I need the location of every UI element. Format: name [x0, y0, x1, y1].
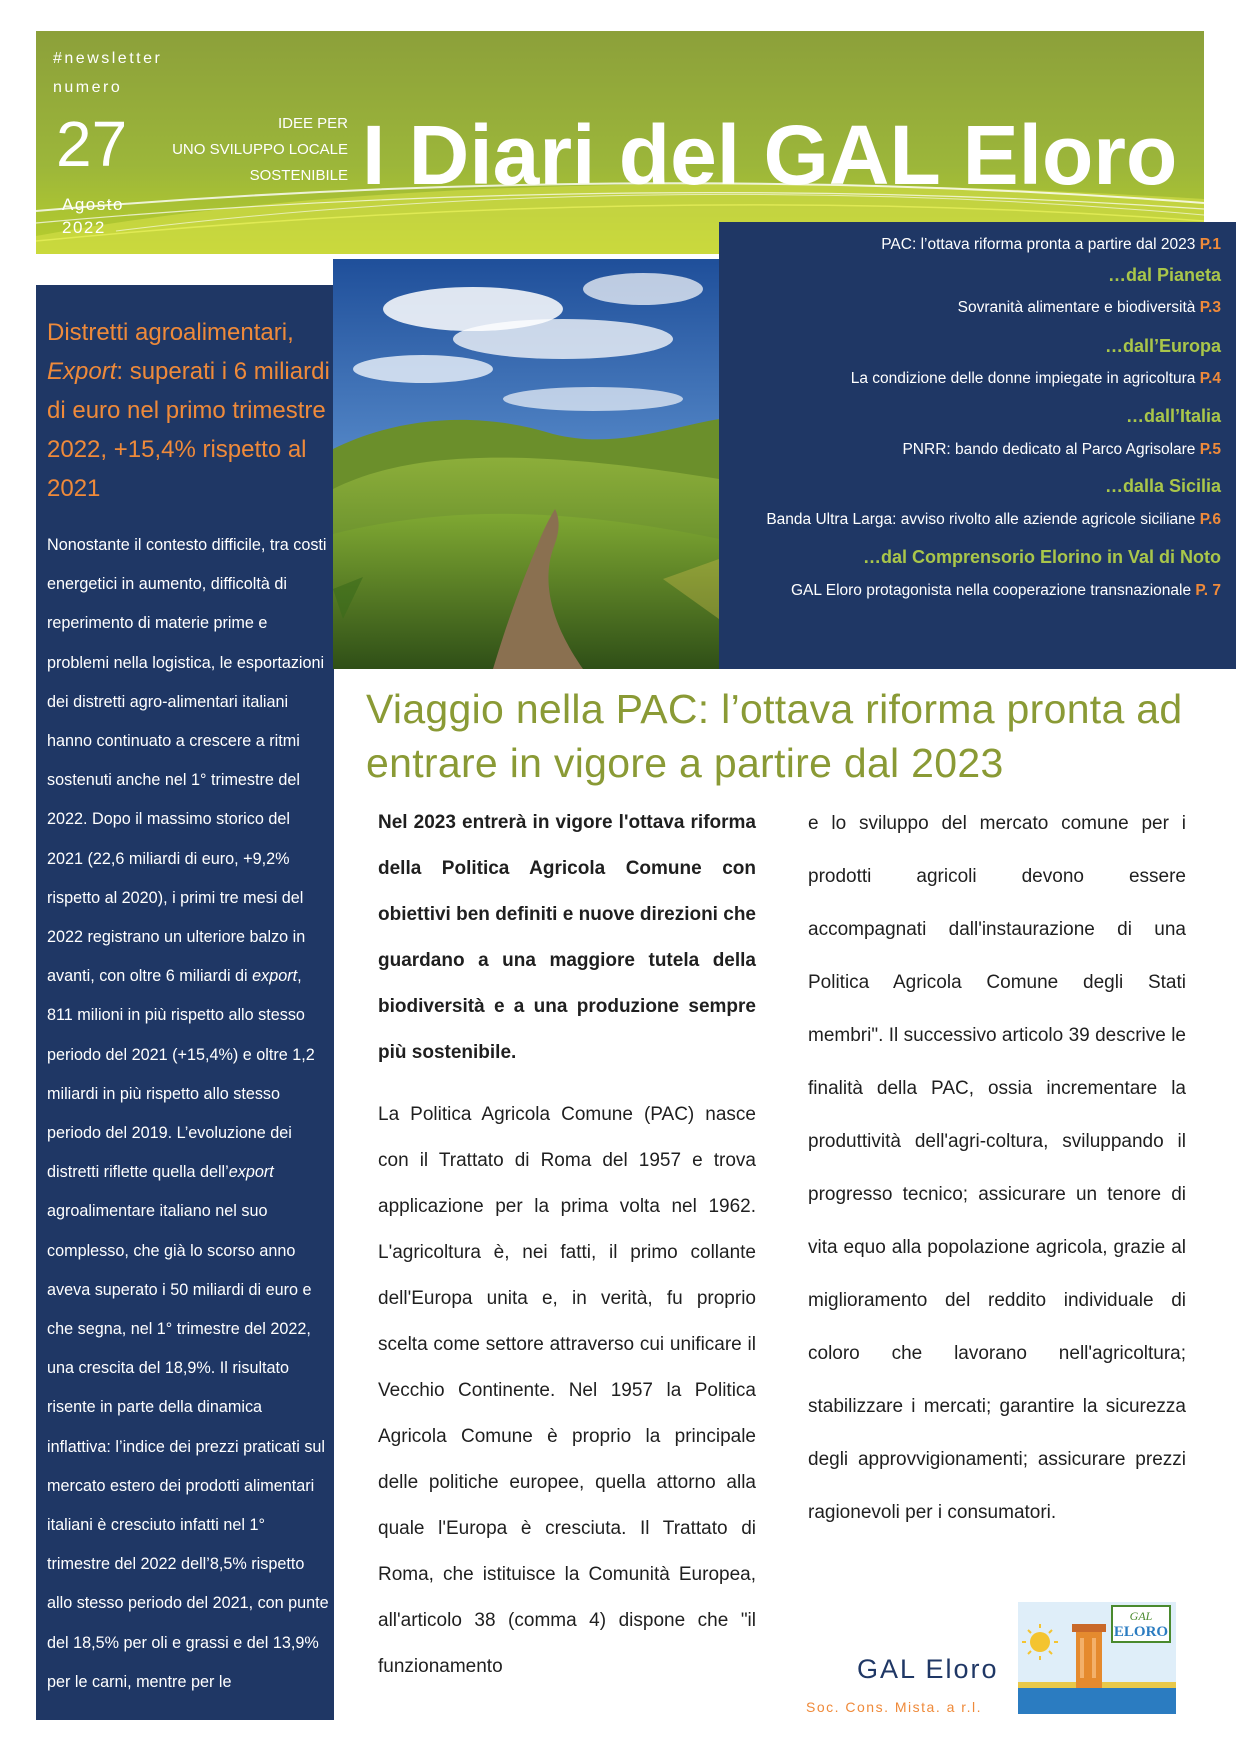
- svg-text:GAL: GAL: [1129, 1609, 1153, 1623]
- issue-year: 2022: [62, 218, 106, 237]
- signature-name: GAL Eloro: [857, 1654, 999, 1684]
- tagline-line-1: IDEE PER: [277, 115, 348, 132]
- article-column-1: [378, 800, 756, 1690]
- table-of-contents: [719, 222, 1236, 669]
- tagline-line-2: UNO SVILUPPO LOCALE: [172, 141, 348, 158]
- sidebar-headline: Distretti agroalimentari, Export: superati i 6 miliardi di euro nel primo trimestre 2022, +15,4% rispetto al 2021: [47, 319, 330, 502]
- article-lead: Nel 2023 entrerà in vigore l'ottava riforma della Politica Agricola Comune con obiettivi ben definiti e nuove direzioni che guardano a una maggiore tutela della biodiversità e a una produzione sempre più sostenibile.: [378, 812, 756, 1063]
- masthead-title: I Diari del GAL Eloro: [362, 108, 1178, 202]
- issue-label-line-1: #newsletter: [53, 50, 163, 67]
- toc-section-italia: …dall’Italia: [1125, 406, 1221, 426]
- issue-number: 27: [56, 108, 128, 180]
- hero-landscape-image: [333, 259, 719, 669]
- article-paragraph-2: e lo sviluppo del mercato comune per i prodotti agricoli devono essere accompagnati dall'instaurazione di una Politica Agricola Comune degli Stati membri". Il successivo articolo 39 descrive le finalità della PAC, ossia incrementare la produttività dell'agri-coltura, sviluppando il progresso tecnico; assicurare un tenore di vita equo alla popolazione agricola, grazie al miglioramento del reddito individuale di coloro che lavorano nell'agricoltura; stabilizzare i mercati; garantire la sicurezza degli approvvigionamenti; assicurare prezzi ragionevoli per i consumatori.: [808, 813, 1186, 1523]
- toc-section-comprensorio: …dal Comprensorio Elorino in Val di Noto: [862, 547, 1221, 567]
- tagline-line-3: SOSTENIBILE: [249, 167, 348, 184]
- issue-month: Agosto: [62, 195, 124, 214]
- tagline: [150, 111, 348, 189]
- toc-entry-6[interactable]: GAL Eloro protagonista nella cooperazione transnazionale P. 7: [791, 582, 1221, 599]
- issue-label: [53, 44, 162, 102]
- gal-eloro-logo: [1014, 1598, 1180, 1718]
- issue-label-line-2: numero: [53, 79, 123, 96]
- toc-section-pianeta: …dal Pianeta: [1107, 265, 1221, 285]
- sidebar-body-text: Nonostante il contesto difficile, tra costi energetici in aumento, difficoltà di reperimento di materie prime e problemi nella logistica, le esportazioni dei distretti agro-alimentari italiani hanno continuato a crescere a ritmi sostenuti anche nel 1° trimestre del 2022. Dopo il massimo storico del 2021 (22,6 miliardi di euro, +9,2% rispetto al 2020), i primi tre mesi del 2022 registrano un ulteriore balzo in avanti, con oltre 6 miliardi di export, 811 milioni in più rispetto allo stesso periodo del 2021 (+15,4%) e oltre 1,2 miliardi in più rispetto allo stesso periodo del 2019. L’evoluzione dei distretti riflette quella dell’export agroalimentare italiano nel suo complesso, che già lo scorso anno aveva superato i 50 miliardi di euro e che segna, nel 1° trimestre del 2022, una crescita del 18,9%. Il risultato risente in parte della dinamica inflattiva: l’indice dei prezzi praticati sul mercato estero dei prodotti alimentari italiani è cresciuto infatti nel 1° trimestre del 2022 dell’8,5% rispetto allo stesso periodo del 2021, con punte del 18,5% per oli e grassi e del 13,9% per le carni, mentre per le: [47, 536, 329, 1691]
- toc-entry-3[interactable]: La condizione delle donne impiegate in agricoltura P.4: [850, 370, 1221, 387]
- signature-subtitle: Soc. Cons. Mista. a r.l.: [806, 1699, 983, 1715]
- article-paragraph-1: La Politica Agricola Comune (PAC) nasce con il Trattato di Roma del 1957 e trova applicazione per la prima volta nel 1962. L'agricoltura è, nei fatti, il primo collante dell'Europa unita e, in verità, fu proprio scelta come settore attraverso cui unificare il Vecchio Continente. Nel 1957 la Politica Agricola Comune è proprio la principale delle politiche europee, quella attorno alla quale l'Europa è cresciuta. Il Trattato di Roma, che istituisce la Comunità Europea, all'articolo 38 (comma 4) dispone che "il funzionamento: [378, 1104, 756, 1677]
- toc-entry-4[interactable]: PNRR: bando dedicato al Parco Agrisolare P.5: [902, 441, 1221, 458]
- toc-entry-2[interactable]: Sovranità alimentare e biodiversità P.3: [957, 299, 1221, 316]
- toc-section-europa: …dall’Europa: [1104, 336, 1221, 356]
- article-headline: Viaggio nella PAC: l’ottava riforma pronta ad entrare in vigore a partire dal 2023: [366, 686, 1183, 786]
- issue-date: [62, 193, 124, 239]
- svg-text:ELORO: ELORO: [1113, 1624, 1169, 1640]
- toc-entry-1[interactable]: PAC: l’ottava riforma pronta a partire dal 2023 P.1: [881, 236, 1221, 253]
- toc-section-sicilia: …dalla Sicilia: [1104, 476, 1221, 496]
- toc-entry-5[interactable]: Banda Ultra Larga: avviso rivolto alle aziende agricole siciliane P.6: [766, 511, 1221, 528]
